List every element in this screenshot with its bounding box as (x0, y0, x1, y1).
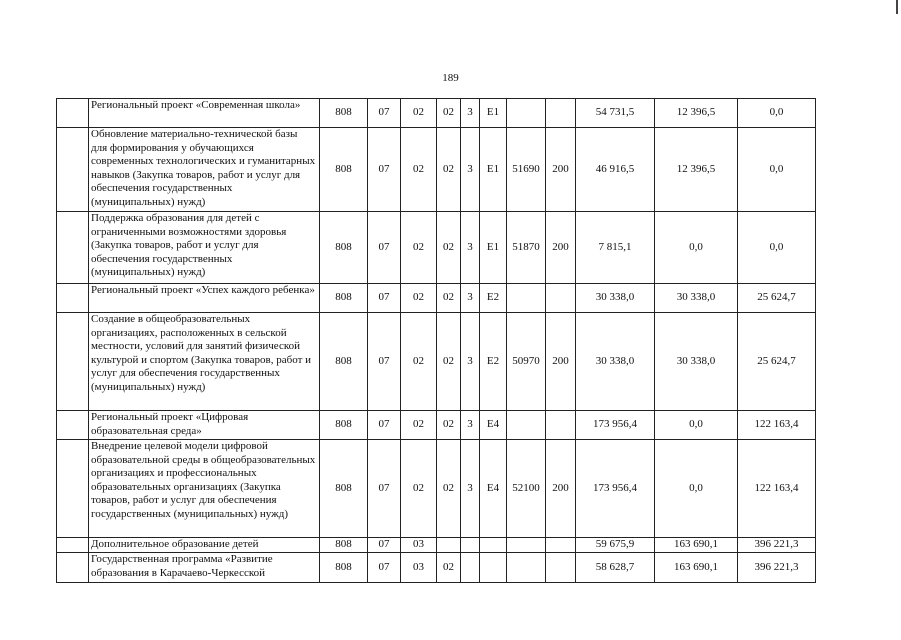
item-name: Поддержка образования для детей с ограниченными возможностями здоровья (Закупка товаров, работ и услуг для обеспечения государственных (муниципальных) нужд) (89, 212, 320, 284)
row-lead-cell (57, 538, 89, 553)
amount-cell: 0,0 (655, 440, 738, 538)
code-cell: 02 (437, 128, 461, 212)
code-cell: 02 (401, 411, 437, 440)
table-row (57, 440, 816, 538)
code-cell: 3 (461, 99, 480, 128)
code-cell: Е4 (480, 411, 507, 440)
code-cell: 02 (437, 440, 461, 538)
code-cell: 02 (401, 212, 437, 284)
item-name: Региональный проект «Современная школа» (89, 99, 320, 128)
amount-cell: 0,0 (738, 128, 816, 212)
amount-cell: 25 624,7 (738, 313, 816, 411)
item-name: Обновление материально-технической базы для формирования у обучающихся современных технологических и гуманитарных навыков (Закупка товаров, работ и услуг для обеспечения государственных (муниципальных) нужд) (89, 128, 320, 212)
code-cell: 51870 (507, 212, 546, 284)
scan-edge-mark (896, 0, 898, 14)
code-cell: 808 (320, 284, 368, 313)
code-cell (480, 553, 507, 583)
code-cell: 3 (461, 284, 480, 313)
code-cell (461, 553, 480, 583)
table-row (57, 128, 816, 212)
row-lead-cell (57, 411, 89, 440)
amount-cell: 173 956,4 (576, 411, 655, 440)
amount-cell: 54 731,5 (576, 99, 655, 128)
code-cell (546, 411, 576, 440)
row-lead-cell (57, 99, 89, 128)
amount-cell: 58 628,7 (576, 553, 655, 583)
code-cell: 3 (461, 313, 480, 411)
code-cell: 200 (546, 212, 576, 284)
code-cell: 02 (437, 313, 461, 411)
code-cell: 808 (320, 128, 368, 212)
code-cell: Е1 (480, 212, 507, 284)
code-cell: 200 (546, 440, 576, 538)
item-name: Внедрение целевой модели цифровой образовательной среды в общеобразовательных организациях и профессиональных образовательных организациях (Закупка товаров, работ и услуг для обеспечения государственных (муниципальных) нужд) (89, 440, 320, 538)
amount-cell: 0,0 (738, 212, 816, 284)
code-cell: 808 (320, 212, 368, 284)
code-cell: 02 (437, 99, 461, 128)
code-cell: 50970 (507, 313, 546, 411)
row-lead-cell (57, 128, 89, 212)
code-cell: 02 (401, 128, 437, 212)
budget-table (56, 98, 816, 583)
code-cell: 02 (437, 284, 461, 313)
code-cell: 07 (368, 128, 401, 212)
table-row (57, 212, 816, 284)
code-cell (507, 284, 546, 313)
code-cell: 02 (437, 553, 461, 583)
amount-cell: 0,0 (655, 411, 738, 440)
code-cell: 07 (368, 440, 401, 538)
code-cell: 07 (368, 313, 401, 411)
code-cell: 02 (401, 313, 437, 411)
code-cell: 3 (461, 411, 480, 440)
row-lead-cell (57, 440, 89, 538)
amount-cell: 30 338,0 (576, 284, 655, 313)
item-name: Региональный проект «Цифровая образовательная среда» (89, 411, 320, 440)
amount-cell: 0,0 (738, 99, 816, 128)
code-cell: 02 (437, 411, 461, 440)
item-name: Дополнительное образование детей (89, 538, 320, 553)
code-cell: 808 (320, 411, 368, 440)
amount-cell: 12 396,5 (655, 99, 738, 128)
code-cell: 200 (546, 313, 576, 411)
code-cell: 52100 (507, 440, 546, 538)
code-cell: 07 (368, 212, 401, 284)
code-cell: 808 (320, 553, 368, 583)
amount-cell: 30 338,0 (655, 313, 738, 411)
code-cell: Е4 (480, 440, 507, 538)
code-cell (437, 538, 461, 553)
table-row (57, 99, 816, 128)
code-cell: 07 (368, 411, 401, 440)
code-cell: 02 (401, 99, 437, 128)
amount-cell: 25 624,7 (738, 284, 816, 313)
code-cell (507, 538, 546, 553)
code-cell (546, 538, 576, 553)
row-lead-cell (57, 553, 89, 583)
code-cell (507, 99, 546, 128)
code-cell (546, 284, 576, 313)
amount-cell: 30 338,0 (655, 284, 738, 313)
code-cell: 808 (320, 538, 368, 553)
code-cell: 07 (368, 284, 401, 313)
amount-cell: 173 956,4 (576, 440, 655, 538)
code-cell (461, 538, 480, 553)
amount-cell: 46 916,5 (576, 128, 655, 212)
code-cell: 3 (461, 212, 480, 284)
code-cell: Е2 (480, 313, 507, 411)
code-cell: Е2 (480, 284, 507, 313)
code-cell: 07 (368, 538, 401, 553)
code-cell: 3 (461, 440, 480, 538)
amount-cell: 122 163,4 (738, 440, 816, 538)
code-cell: 51690 (507, 128, 546, 212)
amount-cell: 163 690,1 (655, 538, 738, 553)
code-cell: 03 (401, 553, 437, 583)
amount-cell: 122 163,4 (738, 411, 816, 440)
table-row (57, 411, 816, 440)
code-cell: 02 (401, 440, 437, 538)
code-cell (507, 553, 546, 583)
amount-cell: 163 690,1 (655, 553, 738, 583)
code-cell (546, 99, 576, 128)
table-row (57, 538, 816, 553)
code-cell: 07 (368, 99, 401, 128)
table-row (57, 553, 816, 583)
code-cell (507, 411, 546, 440)
amount-cell: 59 675,9 (576, 538, 655, 553)
row-lead-cell (57, 212, 89, 284)
code-cell: Е1 (480, 99, 507, 128)
item-name: Государственная программа «Развитие образования в Карачаево-Черкесской (89, 553, 320, 583)
code-cell: 02 (401, 284, 437, 313)
code-cell: 07 (368, 553, 401, 583)
page-number: 189 (442, 72, 459, 84)
code-cell: 02 (437, 212, 461, 284)
row-lead-cell (57, 313, 89, 411)
amount-cell: 12 396,5 (655, 128, 738, 212)
code-cell: 200 (546, 128, 576, 212)
amount-cell: 0,0 (655, 212, 738, 284)
table-row (57, 284, 816, 313)
code-cell: 03 (401, 538, 437, 553)
code-cell: 808 (320, 440, 368, 538)
amount-cell: 30 338,0 (576, 313, 655, 411)
code-cell: 808 (320, 313, 368, 411)
amount-cell: 396 221,3 (738, 538, 816, 553)
row-lead-cell (57, 284, 89, 313)
item-name: Создание в общеобразовательных организациях, расположенных в сельской местности, условий для занятий физической культурой и спортом (Закупка товаров, работ и услуг для обеспечения государственных (муниципальных) нужд) (89, 313, 320, 411)
amount-cell: 7 815,1 (576, 212, 655, 284)
code-cell (480, 538, 507, 553)
item-name: Региональный проект «Успех каждого ребенка» (89, 284, 320, 313)
code-cell: Е1 (480, 128, 507, 212)
code-cell (546, 553, 576, 583)
code-cell: 808 (320, 99, 368, 128)
code-cell: 3 (461, 128, 480, 212)
amount-cell: 396 221,3 (738, 553, 816, 583)
table-row (57, 313, 816, 411)
